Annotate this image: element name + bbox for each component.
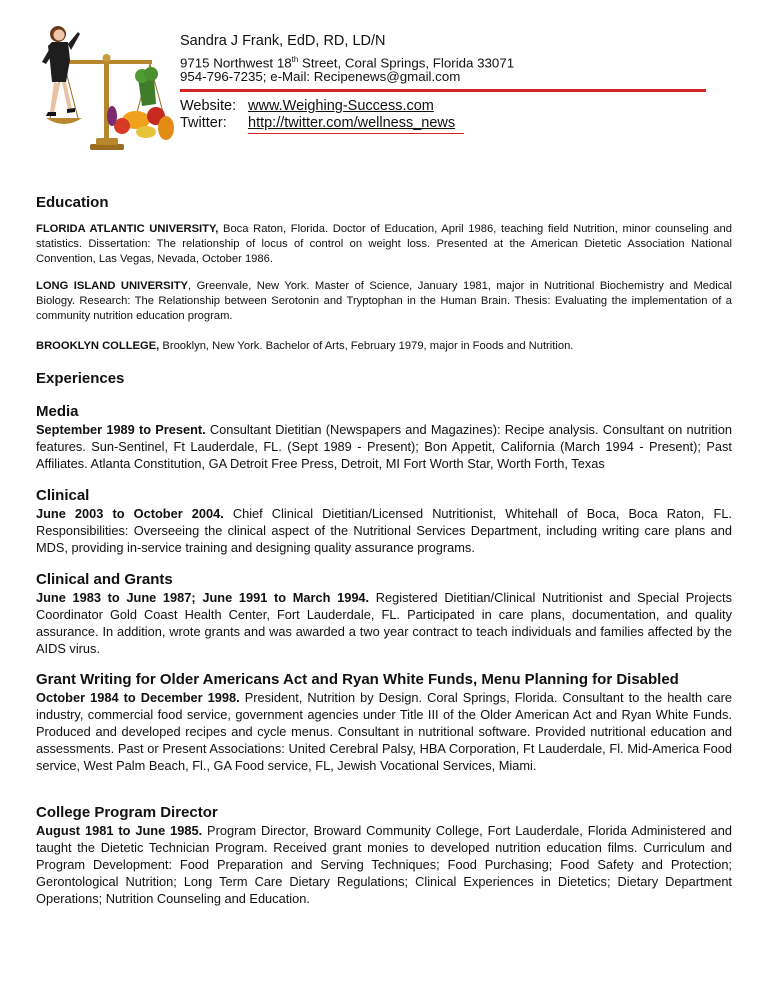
corn [136, 126, 156, 138]
scale-knob [103, 54, 111, 62]
pumpkin [158, 116, 174, 140]
address-street: 9715 Northwest 18 [180, 55, 292, 71]
experience-details: Consultant Dietitian (Newspapers and Magazines): Recipe analysis. Consultant on nutrition features. Sun-Sentinel, Ft Lauderdale, FL. (Sept 1989 - Present); Bon Appetit, California (March 1994 - Present); Past Affiliates. Atlanta Constitution, GA Detroit Free Press, Detroit, MI Fort Worth Star, Worth Forth, Texas [36, 422, 733, 471]
experience-title: Grant Writing for Older Americans Act and Ryan White Funds, Menu Planning for Disabled [36, 671, 679, 688]
scale-pan-left [46, 118, 82, 124]
scale-base-top [96, 138, 118, 145]
education-details: , Greenvale, New York. Master of Science, January 1981, major in Nutritional Biochemistry and Medical Biology. Research: The Relationship between Serotonin and Tryptophan in the Human Brain. Thesis: Evaluating the implementation of a community nutrition education program. [36, 280, 733, 322]
experience-body [36, 689, 732, 774]
woman-face [54, 30, 65, 41]
experience-dates: October 1984 to December 1998. [36, 690, 240, 705]
header-website [180, 98, 434, 115]
experience-dates: August 1981 to June 1985. [36, 823, 203, 838]
experience-dates: June 1983 to June 1987; June 1991 to March 1994. [36, 590, 370, 605]
weighing-scale-logo [38, 20, 178, 160]
experience-details: Program Director, Broward Community College, Fort Lauderdale, Florida Administered and taught the Dietetic Technician Program. Received grant monies to developed nutrition education films. Curriculum and Program Development: Food Preparation and Serving Techniques; Food Purchasing; Food Safety and Protection; Gerontological Nutrition; Long Term Care Dietary Regulations; Clinical Experiences in Dietetics; Dietary Department Operations; Nutrition Counseling and Education. [36, 823, 733, 906]
experience-title: Clinical and Grants [36, 571, 173, 588]
woman-arm-raised [68, 32, 80, 50]
header-twitter [180, 115, 455, 132]
education-entry [36, 339, 732, 354]
twitter-label: Twitter: [180, 115, 227, 131]
header-name: Sandra J Frank, EdD, RD, LD/N [180, 33, 386, 49]
address-city: Street, Coral Springs, Florida 33071 [298, 55, 515, 71]
woman-leg [62, 82, 72, 110]
website-label: Website: [180, 98, 237, 114]
experience-body [36, 589, 732, 657]
experience-title: Clinical [36, 487, 90, 504]
header-contact: 954-796-7235; e-Mail: Recipenews@gmail.com [180, 69, 461, 84]
experiences-heading: Experiences [36, 370, 125, 387]
experience-body [36, 421, 732, 472]
twitter-link[interactable]: http://twitter.com/wellness_news [248, 115, 456, 131]
education-entry [36, 222, 732, 266]
experience-dates: June 2003 to October 2004. [36, 506, 224, 521]
education-entry [36, 279, 732, 323]
woman-shoe [46, 112, 56, 116]
education-school: LONG ISLAND UNIVERSITY [36, 280, 189, 292]
experience-details: Chief Clinical Dietitian/Licensed Nutritionist, Whitehall of Boca, Boca Raton, FL. Responsibilities: Overseeing the clinical aspect of the Nutritional Services Department, including writing care plans and MDS, providing in-service training and designing quality assurance programs. [36, 506, 732, 555]
scale-pole [104, 60, 109, 146]
broccoli-head [144, 67, 158, 81]
eggplant [107, 106, 117, 126]
education-school: BROOKLYN COLLEGE, [36, 340, 160, 352]
website-link[interactable]: www.Weighing-Success.com [248, 98, 434, 114]
experience-title: College Program Director [36, 804, 218, 821]
education-details: Boca Raton, Florida. Doctor of Education, April 1986, teaching field Nutrition, minor counseling and statistics. Dissertation: The relationship of locus of control on weight loss. Presented at the American Dietetic Association National Convention, Las Vegas, Nevada, October 1986. [36, 223, 732, 265]
education-school: FLORIDA ATLANTIC UNIVERSITY, [36, 223, 219, 235]
woman-suit [48, 42, 70, 82]
twitter-underline-rule [248, 133, 464, 134]
experience-body [36, 505, 732, 556]
experience-body [36, 822, 732, 907]
header-divider [180, 89, 706, 92]
education-heading: Education [36, 194, 109, 211]
experience-details: Registered Dietitian/Clinical Nutritionist and Special Projects Coordinator Gold Coast Health Center, Fort Lauderdale, FL. Participated in care plans, documentation, and quality assurance. In addition, wrote grants and was awarded a two year contract to teach individuals and families affected by the AIDS virus. [36, 590, 733, 656]
woman-leg [50, 82, 60, 113]
address-superscript: th [291, 55, 299, 64]
experience-dates: September 1989 to Present. [36, 422, 206, 437]
education-details: Brooklyn, New York. Bachelor of Arts, February 1979, major in Foods and Nutrition. [159, 340, 574, 352]
experience-details: President, Nutrition by Design. Coral Springs, Florida. Consultant to the health care industry, commercial food service, government agencies under Title III of the Older American Act and Ryan White Funds. Produced and developed recipes and cycle menus. Consultant in nutritional software. Provided nutritional education and assessments. Past or Present Associations: United Cerebral Palsy, HBA Corporation, Ft Lauderdale, Fl. Mid-America Food service, West Palm Beach, Fl., GA Food service, FL, Jewish Vocational Services, Miami. [36, 690, 732, 773]
experience-title: Media [36, 403, 79, 420]
